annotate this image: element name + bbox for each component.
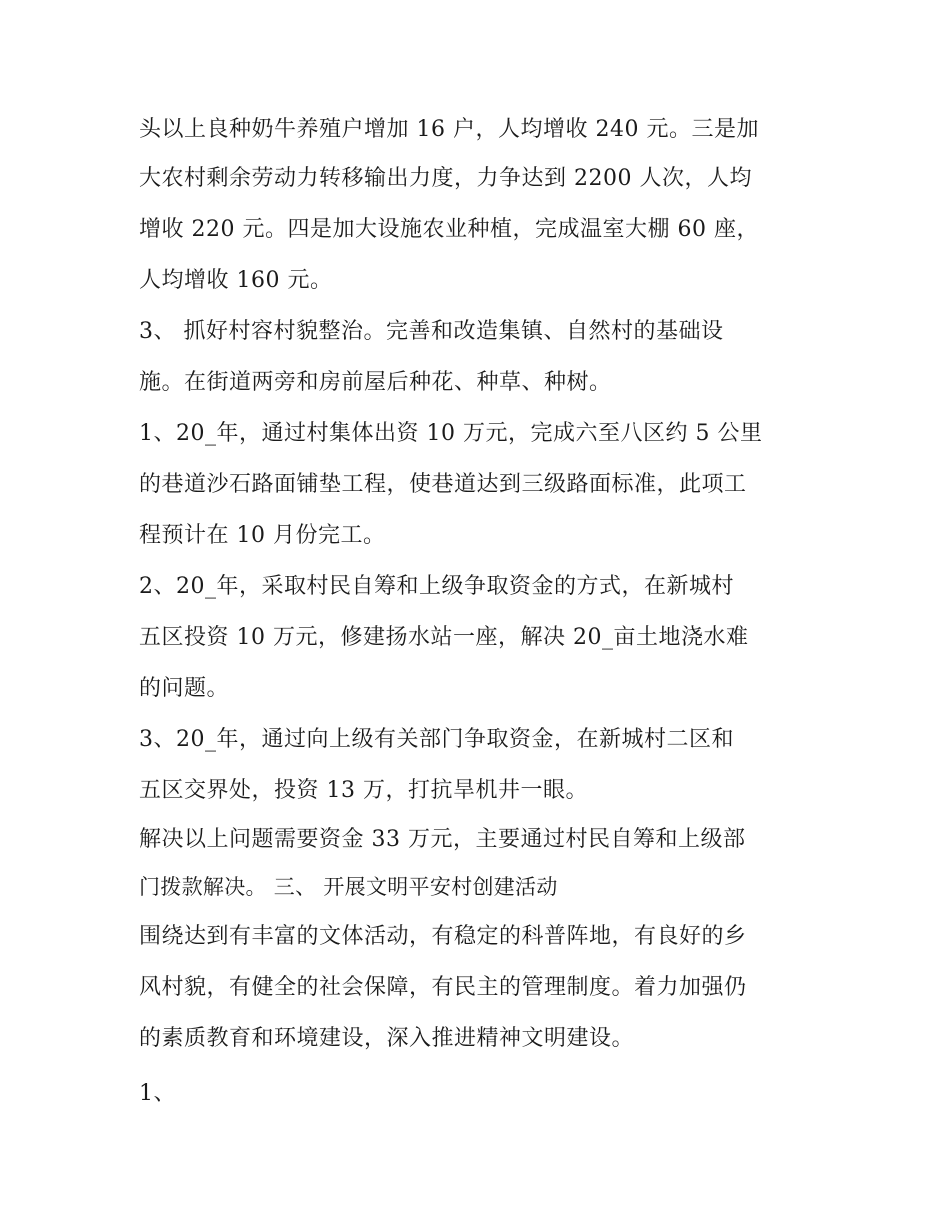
- text-line-7: 1、20_年，通过村集体出资 10 万元，完成六至八区约 5 公里: [139, 421, 763, 446]
- text-line-3: 增收 220 元。四是加大设施农业种植，完成温室大棚 60 座，: [139, 217, 759, 242]
- text-line-6: 施。在街道两旁和房前屋后种花、种草、种树。: [139, 370, 612, 395]
- text-line-11: 五区投资 10 万元，修建扬水站一座，解决 20_亩土地浇水难: [139, 625, 749, 650]
- text-line-12: 的问题。: [139, 676, 230, 701]
- text-line-20: 1、: [139, 1081, 176, 1106]
- text-line-8: 的巷道沙石路面铺垫工程，使巷道达到三级路面标准，此项工: [139, 472, 747, 497]
- text-line-17: 围绕达到有丰富的文体活动，有稳定的科普阵地，有良好的乡: [139, 924, 747, 949]
- text-line-14: 五区交界处，投资 13 万，打抗旱机井一眼。: [139, 778, 588, 803]
- text-line-16: 门拨款解决。 三、 开展文明平安村创建活动: [139, 875, 558, 899]
- text-line-9: 程预计在 10 月份完工。: [139, 523, 386, 548]
- text-line-5: 3、 抓好村容村貌整治。完善和改造集镇、自然村的基础设: [139, 319, 724, 344]
- text-line-10: 2、20_年，采取村民自筹和上级争取资金的方式，在新城村: [139, 574, 734, 599]
- text-line-15: 解决以上问题需要资金 33 万元，主要通过村民自筹和上级部: [139, 827, 746, 852]
- text-line-13: 3、20_年，通过向上级有关部门争取资金，在新城村二区和: [139, 727, 734, 752]
- text-line-1: 头以上良种奶牛养殖户增加 16 户，人均增收 240 元。三是加: [139, 117, 759, 142]
- text-line-19: 的素质教育和环境建设，深入推进精神文明建设。: [139, 1026, 635, 1051]
- text-line-18: 风村貌，有健全的社会保障，有民主的管理制度。着力加强仍: [139, 975, 747, 1000]
- text-line-2: 大农村剩余劳动力转移输出力度，力争达到 2200 人次，人均: [139, 166, 752, 191]
- text-line-4: 人均增收 160 元。: [139, 268, 333, 293]
